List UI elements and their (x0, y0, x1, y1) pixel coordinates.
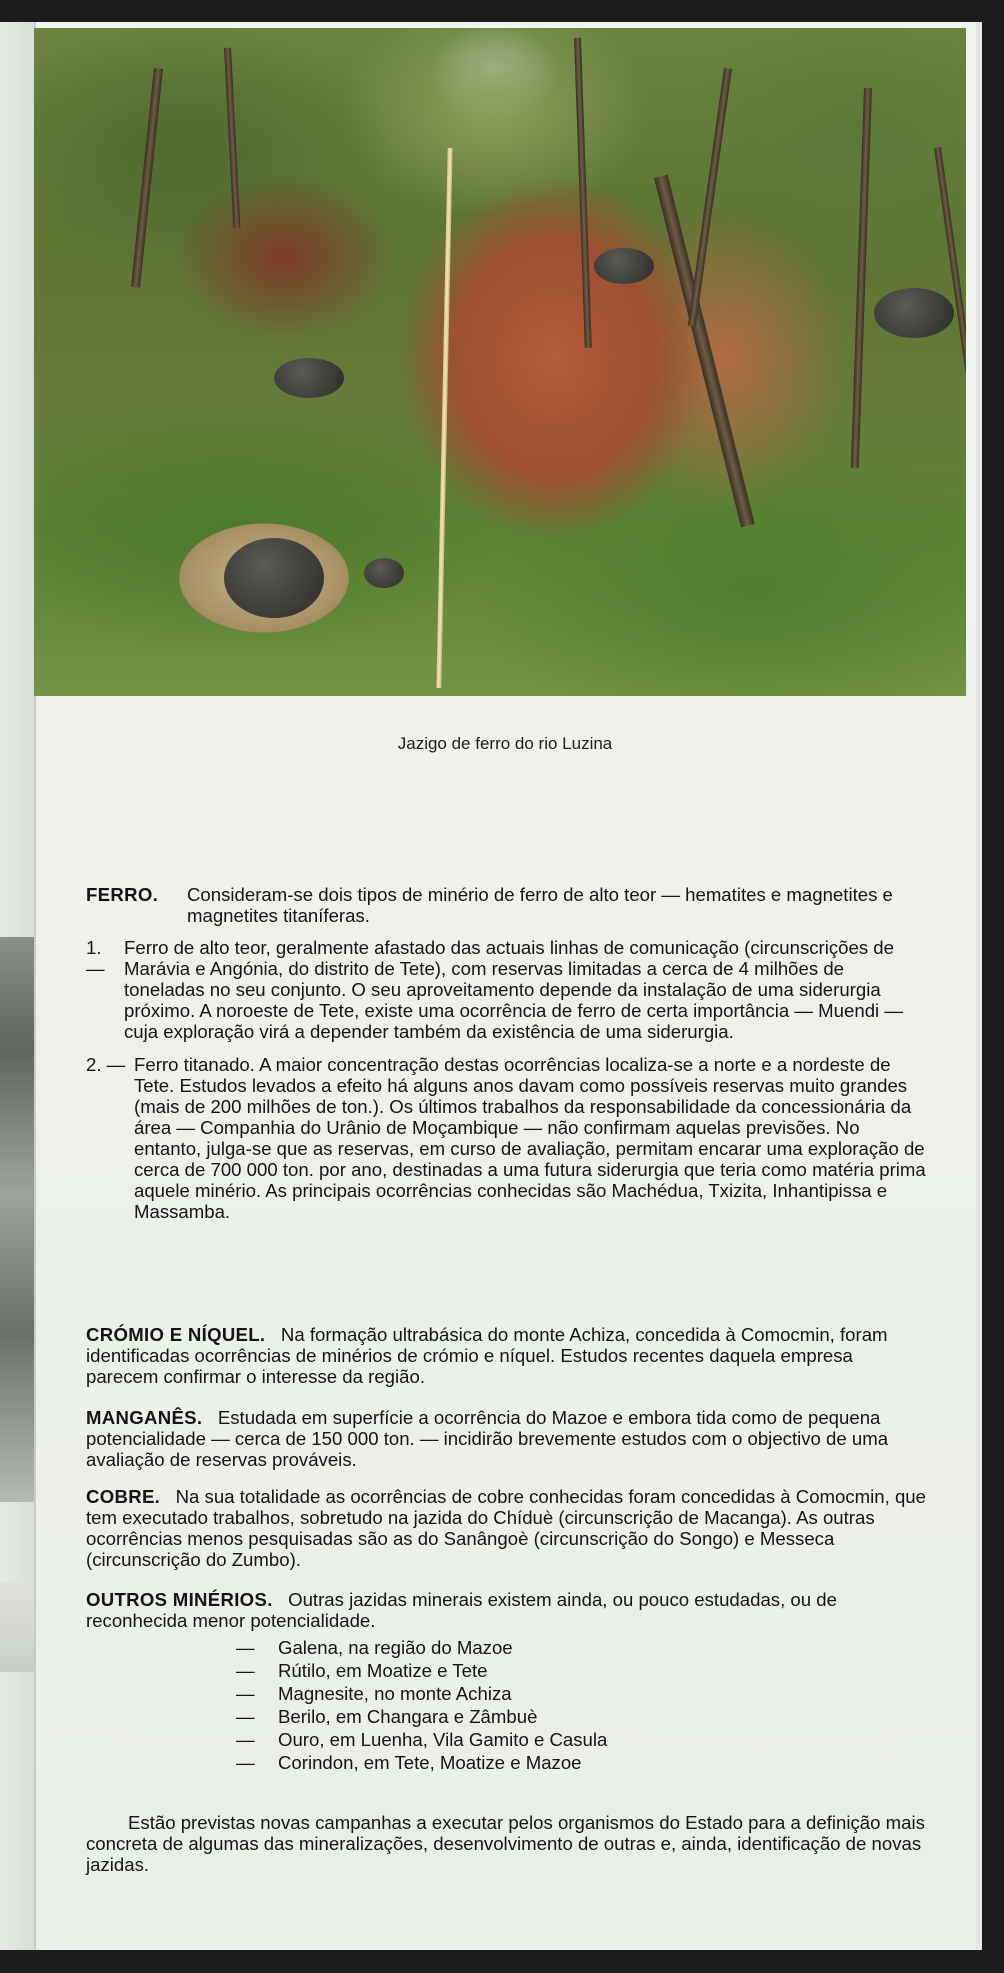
cobre-paragraph (86, 1486, 928, 1570)
outros-paragraph (86, 1589, 928, 1631)
manganes-heading: MANGANÊS. (86, 1407, 203, 1428)
tree-trunk (851, 88, 872, 468)
closing-paragraph: Estão previstas novas campanhas a executar pelos organismos do Estado para a definição mais concreta de algumas das mineralizações, desenvolvimento de outras e, ainda, identificação de novas jazidas. (86, 1812, 925, 1875)
cromio-text: Na formação ultrabásica do monte Achiza, concedida à Comocmin, foram identificadas ocorrências de minérios de crómio e níquel. Estudos recentes daquela empresa parecem confirmar o interesse da região. (86, 1324, 888, 1387)
section-cobre (86, 1486, 928, 1570)
page-edge (976, 22, 982, 1950)
section-outros (86, 1589, 928, 1775)
tree-trunk (224, 48, 240, 228)
minerals-list (236, 1637, 928, 1775)
list-dash: — (236, 1706, 255, 1727)
list-item (236, 1729, 928, 1752)
rock (874, 288, 954, 338)
cobre-text: Na sua totalidade as ocorrências de cobre conhecidas foram concedidas à Comocmin, que tem executado trabalhos, sobretudo na jazida do Chíduè (circunscrição de Macanga). As outras ocorrências menos pesquisadas são as do Sanângoè (circunscrição do Songo) e Messeca (circunscrição do Zumbo). (86, 1486, 926, 1570)
rock (364, 558, 404, 588)
list-dash: — (236, 1729, 255, 1750)
rock (594, 248, 654, 284)
adjacent-photo-edge (0, 937, 34, 1502)
list-item (236, 1752, 928, 1775)
cromio-heading: CRÓMIO E NÍQUEL. (86, 1324, 266, 1345)
list-dash: — (236, 1683, 255, 1704)
ferro-heading: FERRO. (86, 884, 159, 905)
cobre-heading: COBRE. (86, 1486, 161, 1507)
survey-pole (436, 148, 452, 688)
list-item (236, 1683, 928, 1706)
photo-caption: Jazigo de ferro do rio Luzina (397, 734, 613, 753)
list-item-text: Rútilo, em Moatize e Tete (278, 1660, 488, 1681)
list-item (236, 1706, 928, 1729)
section-closing (86, 1812, 928, 1875)
manganes-paragraph (86, 1407, 928, 1470)
list-item-text: Galena, na região do Mazoe (278, 1637, 513, 1658)
list-item (236, 1637, 928, 1660)
list-item-text: Corindon, em Tete, Moatize e Mazoe (278, 1752, 582, 1773)
ferro-item-2-text: Ferro titanado. A maior concentração destas ocorrências localiza-se a norte e a nordeste de Tete. Estudos levados a efeito há alguns anos davam como possíveis reservas muito grandes (mais de 200 milhões de ton.). Os últimos trabalhos da responsabilidade da concessionária da área — Companhia do Urânio de Moçambique — não confirmam aquelas previsões. No entanto, julga-se que as reservas, em curso de avaliação, permitam encarar uma exploração de cerca de 700 000 ton. por ano, destinadas a uma futura siderurgia que teria como matéria prima aquele minério. As principais ocorrências conhecidas são Machédua, Txizita, Inhantipissa e Massamba. (134, 1054, 926, 1222)
list-item-text: Berilo, em Changara e Zâmbuè (278, 1706, 538, 1727)
ferro-item-1 (86, 937, 928, 1042)
list-item-text: Magnesite, no monte Achiza (278, 1683, 512, 1704)
ferro-item-1-number: 1. — (86, 937, 105, 979)
section-manganes (86, 1407, 928, 1470)
iron-deposit-photo (34, 28, 966, 696)
tree-trunk (688, 68, 732, 327)
list-item (236, 1660, 928, 1683)
list-dash: — (236, 1752, 255, 1773)
document-page (34, 22, 976, 1950)
tree-trunk (131, 68, 163, 288)
adjacent-page-strip (0, 22, 34, 1950)
ferro-intro (86, 884, 928, 926)
ferro-item-1-text: Ferro de alto teor, geralmente afastado das actuais linhas de comunicação (circunscrições de Marávia e Angónia, do distrito de Tete), com reservas limitadas a cerca de 4 milhões de toneladas no seu conjunto. O seu aproveitamento depende da instalação de uma siderurgia próximo. A noroeste de Tete, existe uma ocorrência de ferro de certa importância — Muendi — cuja exploração virá a depender também da existência de uma siderurgia. (124, 937, 903, 1042)
list-dash: — (236, 1637, 255, 1658)
rock (274, 358, 344, 398)
outros-text: Outras jazidas minerais existem ainda, ou pouco estudadas, ou de reconhecida menor potencialidade. (86, 1589, 837, 1631)
list-item-text: Ouro, em Luenha, Vila Gamito e Casula (278, 1729, 608, 1750)
ferro-intro-text: Consideram-se dois tipos de minério de ferro de alto teor — hematites e magnetites e magnetites titaníferas. (187, 884, 893, 926)
outros-heading: OUTROS MINÉRIOS. (86, 1589, 273, 1610)
tree-trunk (574, 38, 592, 348)
cromio-paragraph (86, 1324, 928, 1387)
list-dash: — (236, 1660, 255, 1681)
ferro-item-2 (86, 1054, 928, 1222)
rock (224, 538, 324, 618)
adjacent-page-edge (0, 1582, 34, 1672)
manganes-text: Estudada em superfície a ocorrência do Mazoe e embora tida como de pequena potencialidade — cerca de 150 000 ton. — incidirão brevemente estudos com o objectivo de uma avaliação de reservas prováveis. (86, 1407, 889, 1470)
section-ferro (86, 884, 928, 1222)
section-cromio (86, 1324, 928, 1387)
ferro-item-2-number: 2. — (86, 1054, 126, 1075)
